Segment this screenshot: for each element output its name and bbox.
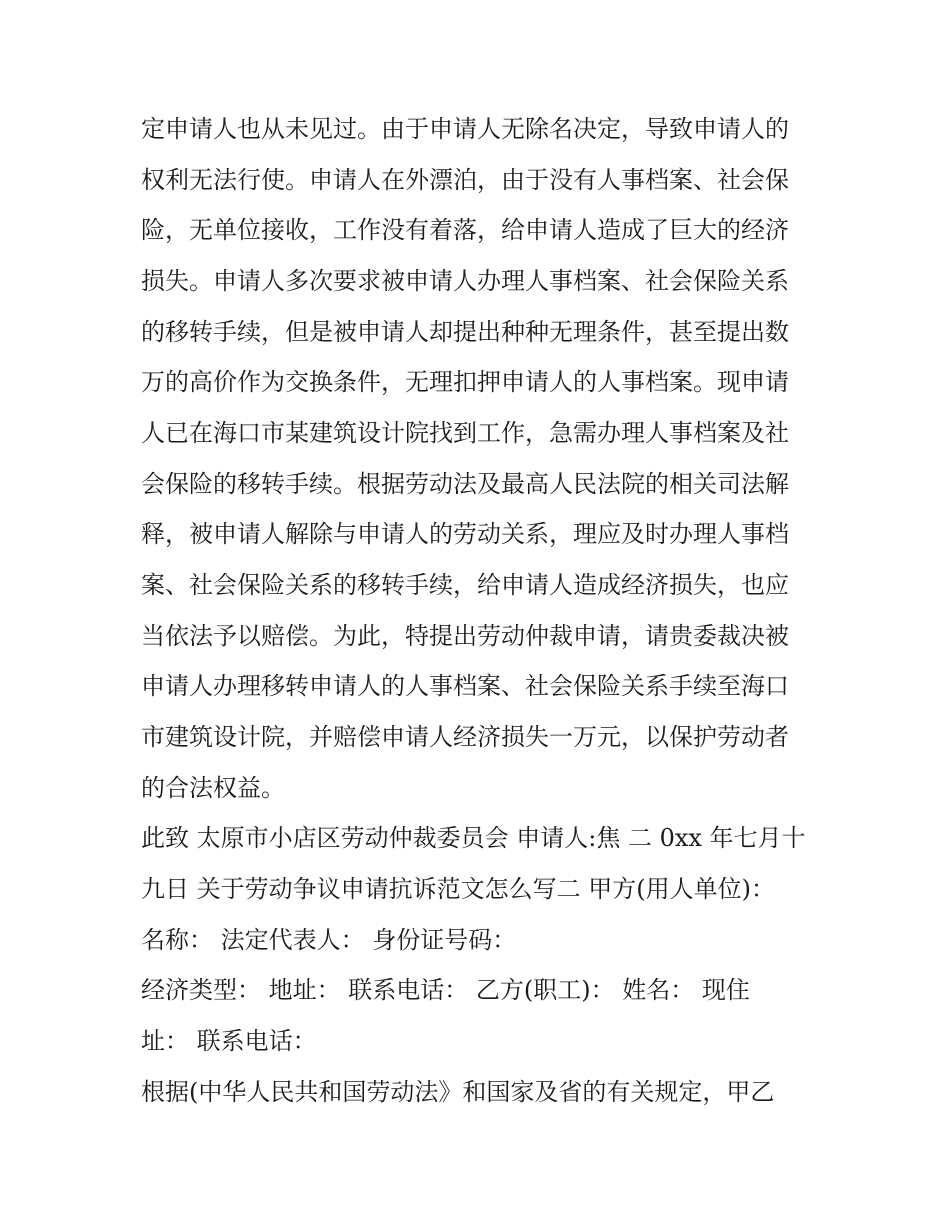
closing-line: 此致 太原市小店区劳动仲裁委员会 申请人:焦 二 0xx 年七月十 (141, 824, 806, 852)
body-text-line: 案、社会保险关系的移转手续，给申请人造成经济损失，也应 (141, 571, 789, 599)
body-text-line: 根据(中华人民共和国劳动法》和国家及省的有关规定，甲乙 (141, 1078, 775, 1106)
body-text-line: 权利无法行使。申请人在外漂泊，由于没有人事档案、社会保 (141, 166, 789, 194)
form-field-line: 址： 联系电话： (141, 1027, 317, 1055)
body-text-line: 会保险的移转手续。根据劳动法及最高人民法院的相关司法解 (141, 470, 789, 498)
body-text-line: 当依法予以赔偿。为此，特提出劳动仲裁申请，请贵委裁决被 (141, 622, 789, 650)
body-text-line: 险，无单位接收，工作没有着落，给申请人造成了巨大的经济 (141, 216, 789, 244)
body-text-line: 损失。申请人多次要求被申请人办理人事档案、社会保险关系 (141, 267, 789, 295)
section-heading-line: 九日 关于劳动争议申请抗诉范文怎么写二 甲方(用人单位)： (141, 875, 775, 903)
body-text-line: 万的高价作为交换条件，无理扣押申请人的人事档案。现申请 (141, 368, 789, 396)
body-text-line: 市建筑设计院，并赔偿申请人经济损失一万元，以保护劳动者 (141, 723, 789, 751)
form-field-line: 经济类型： 地址： 联系电话： 乙方(职工)： 姓名： 现住 (141, 976, 750, 1004)
body-text-line: 申请人办理移转申请人的人事档案、社会保险关系手续至海口 (141, 672, 789, 700)
body-text-line: 释，被申请人解除与申请人的劳动关系，理应及时办理人事档 (141, 520, 789, 548)
body-text-line: 的移转手续，但是被申请人却提出种种无理条件，甚至提出数 (141, 318, 789, 346)
form-field-line: 名称： 法定代表人： 身份证号码： (141, 926, 517, 954)
body-text-line: 的合法权益。 (141, 774, 285, 802)
body-text-line: 人已在海口市某建筑设计院找到工作，急需办理人事档案及社 (141, 419, 789, 447)
body-text-line: 定申请人也从未见过。由于申请人无除名决定，导致申请人的 (141, 115, 789, 143)
